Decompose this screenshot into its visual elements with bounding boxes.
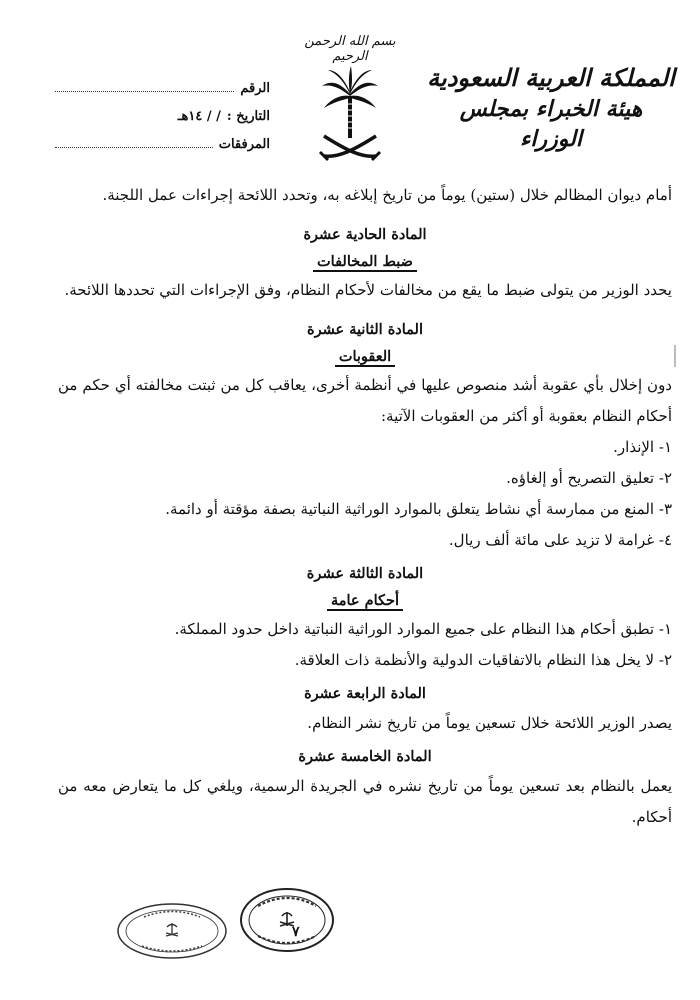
reference-fields <box>55 68 270 152</box>
list-item: ٤- غرامة لا تزيد على مائة ألف ريال. <box>448 531 672 549</box>
organization-header <box>426 62 676 154</box>
basmala: بسم الله الرحمن الرحيم <box>304 34 396 64</box>
article-13-heading: المادة الثالثة عشرة <box>306 565 424 582</box>
article-11-subheading: ضبط المخالفات <box>58 249 672 275</box>
saudi-emblem-icon <box>318 64 382 164</box>
intro-paragraph: أمام ديوان المظالم خلال (ستين) يوماً من تاريخ إبلاغه به، وتحدد اللائحة إجراءات عمل اللجنة. <box>102 186 672 204</box>
date-value: / / ١٤هـ <box>177 109 221 124</box>
page-number: ٧ <box>292 924 300 940</box>
penalties-list <box>58 432 672 556</box>
article-15-heading: المادة الخامسة عشرة <box>298 748 432 765</box>
official-seal-council-icon <box>238 886 336 954</box>
article-15-text: يعمل بالنظام بعد تسعين يوماً من تاريخ نشره في الجريدة الرسمية، ويلغي كل ما يتعارض معه من أحكام. <box>58 777 672 826</box>
document-body <box>58 180 672 833</box>
list-item: ١- الإنذار. <box>613 438 672 456</box>
date-row <box>55 96 270 124</box>
article-12-subheading: العقوبات <box>58 344 672 370</box>
official-seal-secretariat-icon <box>116 902 228 960</box>
list-item: ٢- تعليق التصريح أو إلغاؤه. <box>506 469 672 487</box>
authority-name: هيئة الخبراء بمجلس الوزراء <box>459 96 643 152</box>
general-provisions-list <box>58 614 672 676</box>
article-11-heading: المادة الحادية عشرة <box>303 226 427 243</box>
article-13-subheading: أحكام عامة <box>58 588 672 614</box>
reference-number-label: الرقم <box>240 81 270 96</box>
margin-mark <box>674 345 676 367</box>
kingdom-name: المملكة العربية السعودية <box>427 63 675 92</box>
article-12-heading: المادة الثانية عشرة <box>306 321 423 338</box>
article-12-text: دون إخلال بأي عقوبة أشد منصوص عليها في أنظمة أخرى، يعاقب كل من ثبتت مخالفته أي حكم من أحكام النظام بعقوبة أو أكثر من العقوبات الآتية: <box>58 376 672 425</box>
article-14-text: يصدر الوزير اللائحة خلال تسعين يوماً من تاريخ نشر النظام. <box>307 714 672 732</box>
list-item: ١- تطبق أحكام هذا النظام على جميع الموارد الوراثية النباتية داخل حدود المملكة. <box>174 620 672 638</box>
article-11-text: يحدد الوزير من يتولى ضبط ما يقع من مخالفات لأحكام النظام، وفق الإجراءات التي تحددها اللائحة. <box>64 281 672 299</box>
reference-number-line <box>55 77 234 92</box>
attachments-label: المرفقات <box>218 137 270 152</box>
article-14-heading: المادة الرابعة عشرة <box>304 685 426 702</box>
list-item: ٣- المنع من ممارسة أي نشاط يتعلق بالموارد الوراثية النباتية بصفة مؤقتة أو دائمة. <box>165 500 672 518</box>
date-label: التاريخ : <box>226 109 270 124</box>
attachments-row <box>55 124 270 152</box>
attachments-line <box>55 133 213 148</box>
list-item: ٢- لا يخل هذا النظام بالاتفاقيات الدولية والأنظمة ذات العلاقة. <box>294 651 672 669</box>
reference-number-row <box>55 68 270 96</box>
